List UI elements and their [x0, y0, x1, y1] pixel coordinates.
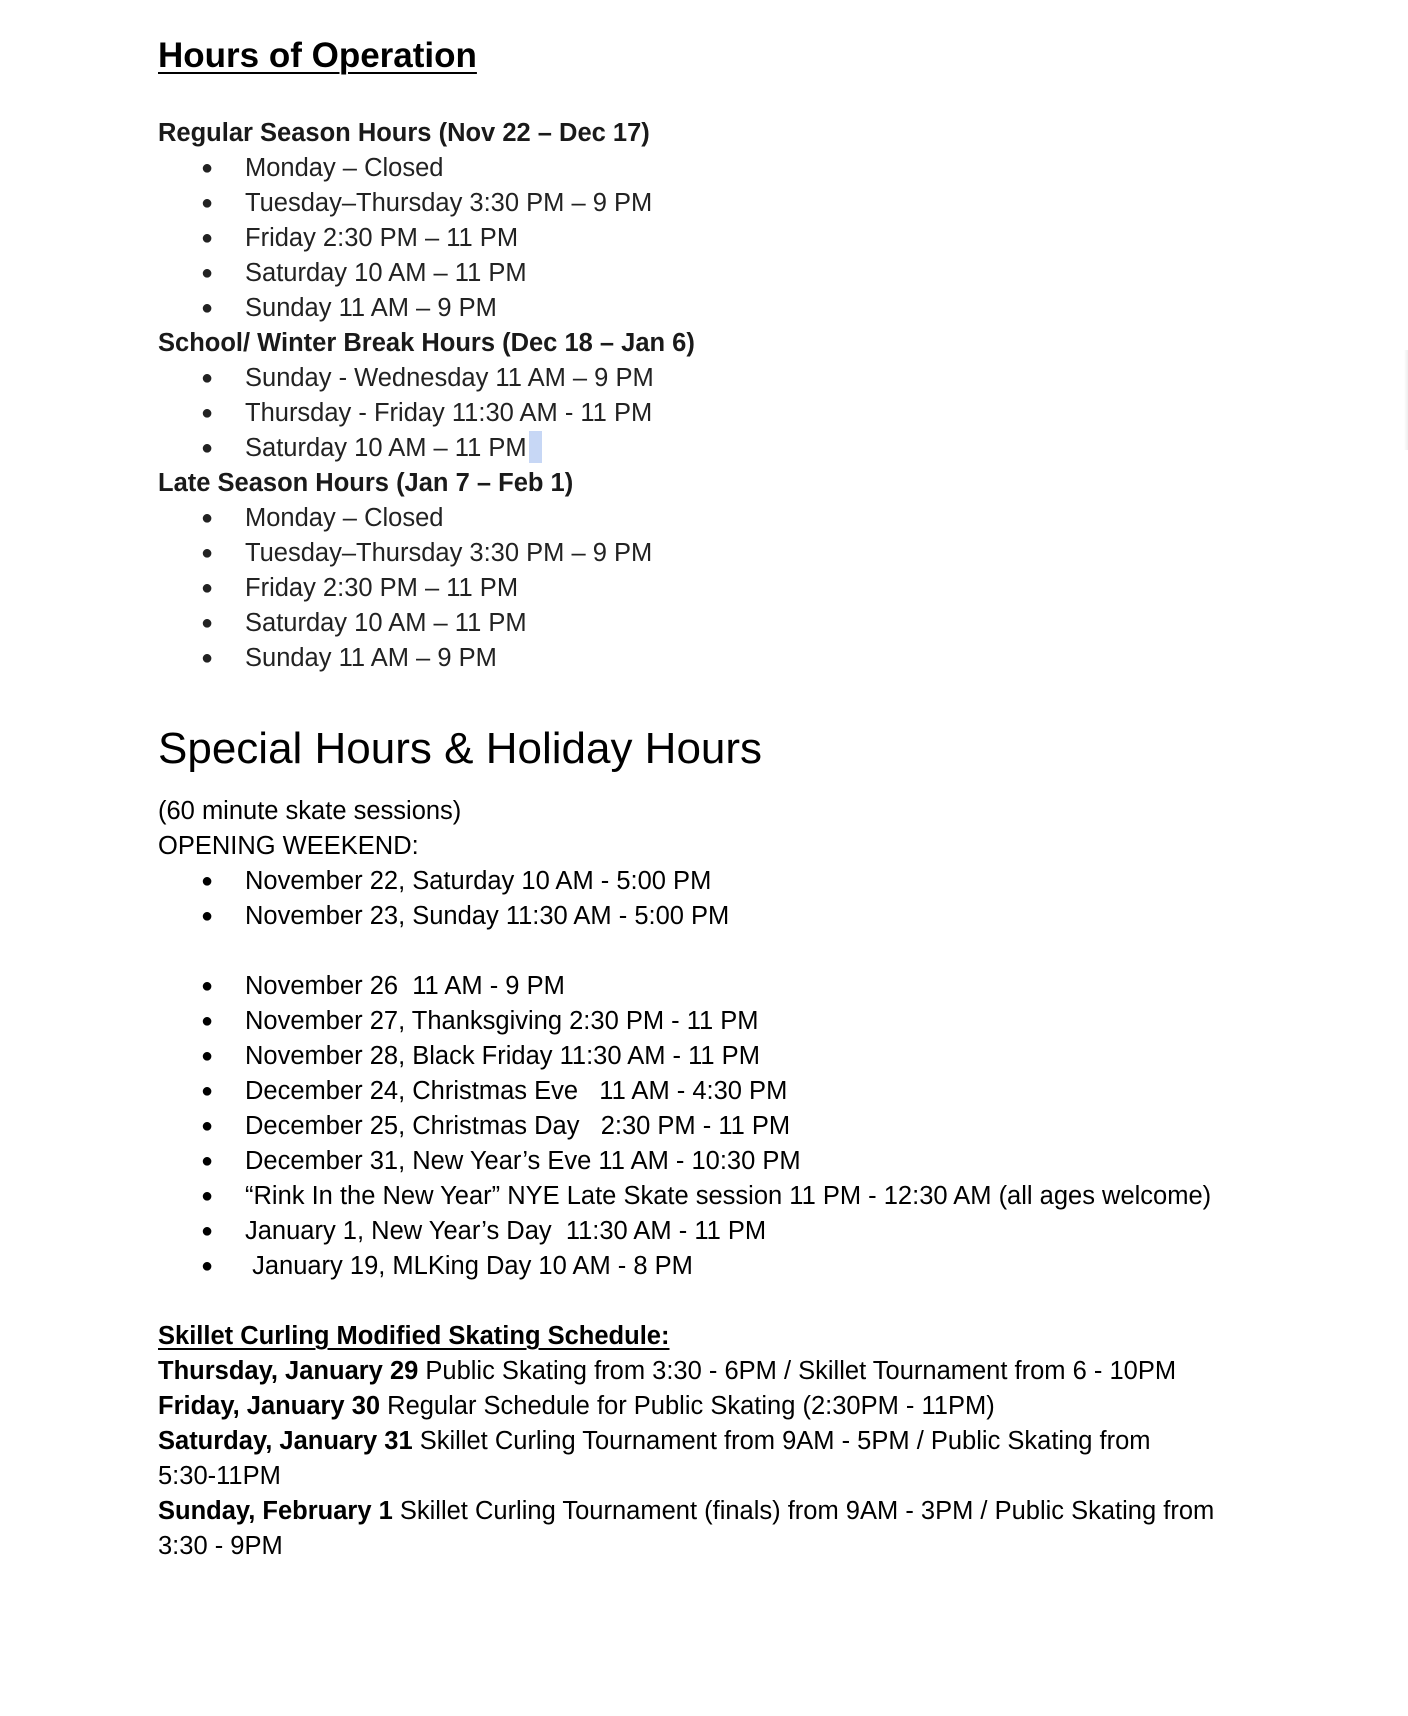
skillet-details: Public Skating from 3:30 - 6PM / Skillet Tournament from 6 - 10PM [418, 1357, 1177, 1385]
text-cursor-selection[interactable] [529, 431, 542, 463]
skillet-entry [158, 1354, 1358, 1389]
blank-line [158, 934, 1358, 969]
special-hours-heading: Special Hours & Holiday Hours [158, 724, 763, 773]
bullet-icon: ● [201, 975, 214, 997]
bullet-icon: ● [201, 262, 214, 284]
opening-weekend-label: OPENING WEEKEND: [158, 832, 419, 860]
list-item: ● Tuesday–Thursday 3:30 PM – 9 PM [158, 536, 1358, 571]
list-item: ● Monday – Closed [158, 501, 1358, 536]
bullet-icon: ● [201, 1115, 214, 1137]
list-item: ● December 31, New Year’s Eve 11 AM - 10:30 PM [158, 1144, 1358, 1179]
bullet-icon: ● [201, 1010, 214, 1032]
list-item: ● Saturday 10 AM – 11 PM [158, 431, 1358, 466]
bullet-icon: ● [201, 367, 214, 389]
late-season-list [158, 501, 1358, 676]
list-item: ● November 22, Saturday 10 AM - 5:00 PM [158, 864, 1358, 899]
list-item: ● Saturday 10 AM – 11 PM [158, 606, 1358, 641]
list-item: ● November 27, Thanksgiving 2:30 PM - 11 PM [158, 1004, 1358, 1039]
winter-break-heading: School/ Winter Break Hours (Dec 18 – Jan 6) [158, 329, 695, 357]
skillet-day: Thursday, January 29 [158, 1357, 419, 1385]
bullet-icon: ● [201, 577, 214, 599]
bullet-icon: ● [201, 647, 214, 669]
bullet-icon: ● [201, 437, 214, 459]
skillet-day: Sunday, February 1 [158, 1497, 393, 1525]
bullet-icon: ● [201, 870, 214, 892]
bullet-icon: ● [201, 1220, 214, 1242]
bullet-icon: ● [201, 507, 214, 529]
winter-break-list [158, 361, 1358, 466]
skillet-entry-continued: 5:30-11PM [158, 1462, 281, 1490]
scrollbar-edge[interactable] [1404, 350, 1408, 450]
list-item: ● Saturday 10 AM – 11 PM [158, 256, 1358, 291]
bullet-icon: ● [201, 1185, 214, 1207]
seasonal-hours-section [158, 116, 1358, 676]
list-item: ● November 28, Black Friday 11:30 AM - 11 PM [158, 1039, 1358, 1074]
bullet-icon: ● [201, 192, 214, 214]
skillet-schedule [158, 1354, 1358, 1564]
bullet-icon: ● [201, 227, 214, 249]
opening-weekend-list [158, 864, 1358, 934]
skillet-entry [158, 1389, 1358, 1424]
special-hours-section [158, 794, 1358, 1564]
list-item: ● Friday 2:30 PM – 11 PM [158, 571, 1358, 606]
skillet-entry-continued: 3:30 - 9PM [158, 1532, 283, 1560]
bullet-icon: ● [201, 297, 214, 319]
page-title: Hours of Operation [158, 36, 477, 75]
list-item: ● November 26 11 AM - 9 PM [158, 969, 1358, 1004]
list-item: ● Sunday 11 AM – 9 PM [158, 641, 1358, 676]
bullet-icon: ● [201, 1150, 214, 1172]
list-item: ● January 19, MLKing Day 10 AM - 8 PM [158, 1249, 1358, 1284]
late-season-heading: Late Season Hours (Jan 7 – Feb 1) [158, 469, 574, 497]
skillet-details: Skillet Curling Tournament (finals) from 9AM - 3PM / Public Skating from [392, 1497, 1215, 1525]
session-length-note: (60 minute skate sessions) [158, 797, 462, 825]
skillet-details: Skillet Curling Tournament from 9AM - 5PM / Public Skating from [412, 1427, 1151, 1455]
list-item: ● January 1, New Year’s Day 11:30 AM - 11 PM [158, 1214, 1358, 1249]
list-item: ● “Rink In the New Year” NYE Late Skate session 11 PM - 12:30 AM (all ages welcome) [158, 1179, 1358, 1214]
list-item: ● Friday 2:30 PM – 11 PM [158, 221, 1358, 256]
bullet-icon: ● [201, 1045, 214, 1067]
list-item: ● Sunday 11 AM – 9 PM [158, 291, 1358, 326]
list-item: ● Monday – Closed [158, 151, 1358, 186]
skillet-entry [158, 1494, 1358, 1529]
blank-line [158, 1284, 1358, 1319]
list-item: ● Sunday - Wednesday 11 AM – 9 PM [158, 361, 1358, 396]
bullet-icon: ● [201, 1080, 214, 1102]
list-item: ● November 23, Sunday 11:30 AM - 5:00 PM [158, 899, 1358, 934]
skillet-schedule-heading: Skillet Curling Modified Skating Schedule: [158, 1322, 670, 1350]
list-item: ● December 25, Christmas Day 2:30 PM - 11 PM [158, 1109, 1358, 1144]
bullet-icon: ● [201, 612, 214, 634]
bullet-icon: ● [201, 157, 214, 179]
regular-season-list [158, 151, 1358, 326]
bullet-icon: ● [201, 1255, 214, 1277]
skillet-day: Friday, January 30 [158, 1392, 381, 1420]
list-item: ● Tuesday–Thursday 3:30 PM – 9 PM [158, 186, 1358, 221]
bullet-icon: ● [201, 542, 214, 564]
list-item: ● December 24, Christmas Eve 11 AM - 4:30 PM [158, 1074, 1358, 1109]
skillet-day: Saturday, January 31 [158, 1427, 413, 1455]
holiday-hours-list [158, 969, 1358, 1284]
skillet-entry [158, 1424, 1358, 1459]
bullet-icon: ● [201, 402, 214, 424]
bullet-icon: ● [201, 905, 214, 927]
skillet-details: Regular Schedule for Public Skating (2:30PM - 11PM) [380, 1392, 995, 1420]
regular-season-heading: Regular Season Hours (Nov 22 – Dec 17) [158, 119, 650, 147]
list-item: ● Thursday - Friday 11:30 AM - 11 PM [158, 396, 1358, 431]
